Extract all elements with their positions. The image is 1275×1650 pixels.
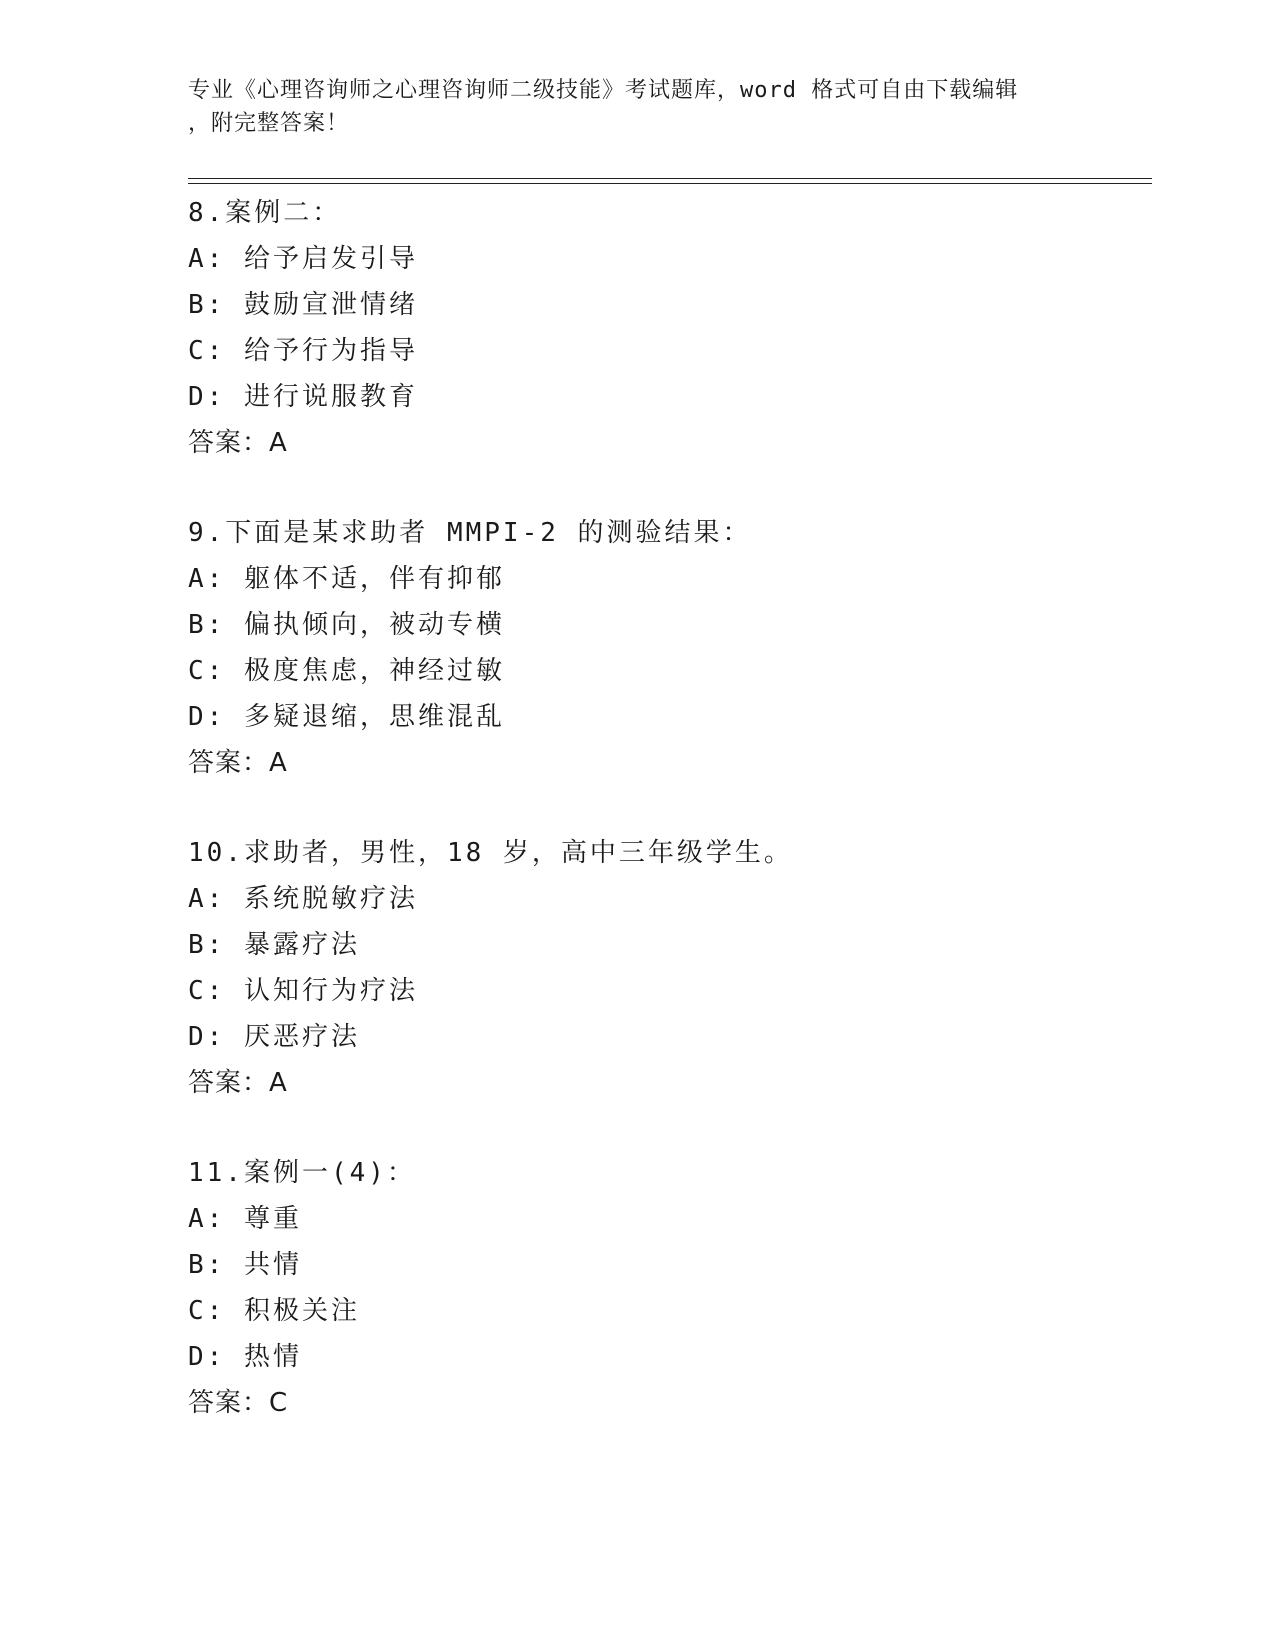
option-d: D: 厌恶疗法 [188, 1022, 360, 1052]
option-b: B: 共情 [188, 1250, 302, 1280]
question-title: 11.案例一(4)： [188, 1158, 416, 1188]
option-a: A: 尊重 [188, 1204, 302, 1234]
header-line-1: 专业《心理咨询师之心理咨询师二级技能》考试题库，word 格式可自由下载编辑 [188, 78, 1019, 103]
question-title: 8.案例二： [188, 198, 342, 228]
option-a: A: 系统脱敏疗法 [188, 884, 418, 914]
option-b: B: 偏执倾向，被动专横 [188, 610, 505, 640]
option-d: D: 进行说服教育 [188, 382, 418, 412]
question-title: 10.求助者，男性，18 岁，高中三年级学生。 [188, 838, 793, 868]
question-9 [188, 510, 1148, 786]
answer: 答案：A [188, 428, 288, 458]
question-10 [188, 830, 1148, 1106]
option-a: A: 给予启发引导 [188, 244, 418, 274]
option-c: C: 极度焦虑，神经过敏 [188, 656, 505, 686]
option-d: D: 热情 [188, 1342, 302, 1372]
header-divider-top [188, 178, 1152, 179]
header-line-2: ，附完整答案！ [188, 111, 350, 136]
option-a: A: 躯体不适，伴有抑郁 [188, 564, 505, 594]
option-c: C: 认知行为疗法 [188, 976, 418, 1006]
option-b: B: 鼓励宣泄情绪 [188, 290, 418, 320]
header-divider-bottom [188, 183, 1152, 184]
question-list [188, 190, 1148, 1470]
option-c: C: 积极关注 [188, 1296, 360, 1326]
answer: 答案：A [188, 1068, 288, 1098]
document-header [188, 74, 1088, 140]
option-c: C: 给予行为指导 [188, 336, 418, 366]
answer: 答案：C [188, 1388, 289, 1418]
question-11 [188, 1150, 1148, 1426]
option-d: D: 多疑退缩，思维混乱 [188, 702, 505, 732]
question-8 [188, 190, 1148, 466]
answer: 答案：A [188, 748, 288, 778]
option-b: B: 暴露疗法 [188, 930, 360, 960]
question-title: 9.下面是某求助者 MMPI-2 的测验结果： [188, 518, 752, 548]
